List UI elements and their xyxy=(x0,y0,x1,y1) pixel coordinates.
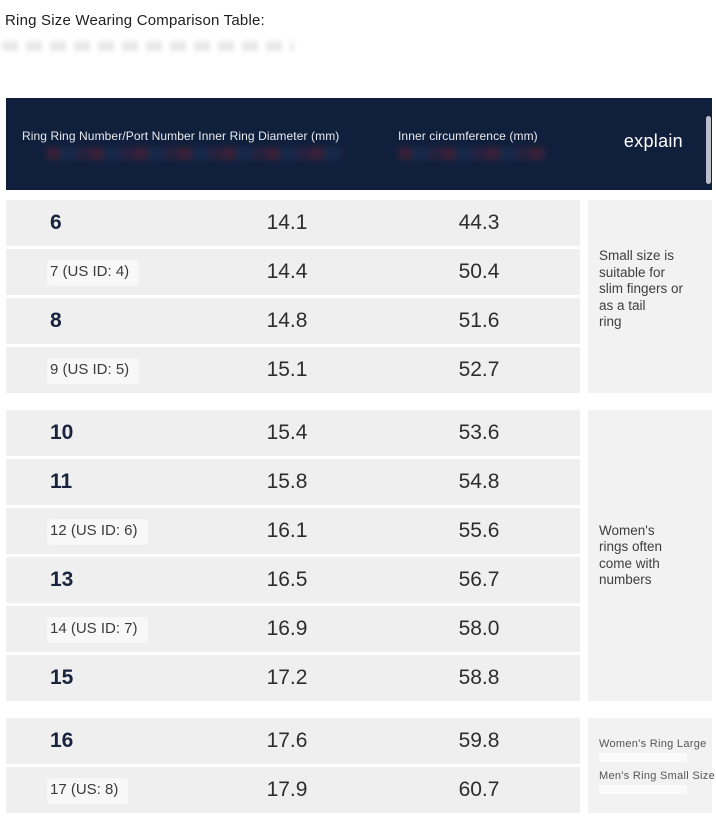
ring-size: 12 (US ID: 6) xyxy=(47,519,148,545)
inner-circumference: 55.6 xyxy=(458,519,500,542)
ring-size: 10 xyxy=(50,421,74,444)
highlight-mark xyxy=(599,785,687,794)
ring-size: 8 xyxy=(50,309,62,332)
inner-diameter: 16.5 xyxy=(266,568,308,591)
ring-size: 14 (US ID: 7) xyxy=(47,617,148,643)
table-header xyxy=(6,98,712,190)
ring-size: 9 (US ID: 5) xyxy=(47,358,139,384)
inner-diameter: 14.8 xyxy=(266,309,308,332)
table-row xyxy=(6,298,580,344)
inner-circumference: 59.8 xyxy=(458,729,500,752)
inner-diameter: 14.1 xyxy=(266,211,308,234)
size-group-large xyxy=(6,718,715,813)
inner-diameter: 14.4 xyxy=(266,260,308,283)
header-explain-label: explain xyxy=(623,131,683,151)
inner-diameter: 17.9 xyxy=(266,778,308,801)
inner-diameter: 15.1 xyxy=(266,358,308,381)
table-row xyxy=(6,655,580,701)
blurred-text-ghost xyxy=(46,147,342,160)
inner-circumference: 58.8 xyxy=(458,666,500,689)
explain-cell: Women's Ring Large Men's Ring Small Size xyxy=(588,718,712,813)
table-row xyxy=(6,410,580,456)
inner-circumference: 53.6 xyxy=(458,421,500,444)
table-row xyxy=(6,200,580,246)
table-row xyxy=(6,767,580,813)
inner-diameter: 17.6 xyxy=(266,729,308,752)
highlight-mark xyxy=(599,753,687,762)
ring-size: 17 (US: 8) xyxy=(47,778,128,804)
table-row xyxy=(6,508,580,554)
table-row xyxy=(6,557,580,603)
inner-diameter: 16.9 xyxy=(266,617,308,640)
inner-diameter: 15.4 xyxy=(266,421,308,444)
inner-diameter: 17.2 xyxy=(266,666,308,689)
inner-diameter: 15.8 xyxy=(266,470,308,493)
inner-circumference: 51.6 xyxy=(458,309,500,332)
inner-circumference: 50.4 xyxy=(458,260,500,283)
size-group-small xyxy=(6,200,712,393)
ring-size: 6 xyxy=(50,211,62,234)
inner-circumference: 56.7 xyxy=(458,568,500,591)
ring-size: 16 xyxy=(50,729,74,752)
table-row xyxy=(6,459,580,505)
page-title: Ring Size Wearing Comparison Table: xyxy=(5,12,265,29)
inner-circumference: 60.7 xyxy=(458,778,500,801)
ring-size: 11 xyxy=(50,470,73,493)
table-row xyxy=(6,249,580,295)
blurred-text-ghost xyxy=(398,147,546,160)
scrollbar-thumb[interactable] xyxy=(706,116,711,184)
size-group-women xyxy=(6,410,712,701)
table-row xyxy=(6,347,580,393)
ring-size: 15 xyxy=(50,666,74,689)
inner-diameter: 16.1 xyxy=(266,519,308,542)
ring-size: 13 xyxy=(50,568,74,591)
blurred-text-ghost xyxy=(2,41,294,51)
inner-circumference: 54.8 xyxy=(458,470,500,493)
explain-cell: Small size is suitable for slim fingers or as a tail ring xyxy=(588,200,712,393)
header-circumference-label: Inner circumference (mm) xyxy=(398,129,538,143)
inner-circumference: 44.3 xyxy=(458,211,500,234)
table-row xyxy=(6,606,580,652)
ring-size: 7 (US ID: 4) xyxy=(47,260,139,286)
explain-cell: Women's rings often come with numbers xyxy=(588,410,712,701)
inner-circumference: 52.7 xyxy=(458,358,500,381)
table-row xyxy=(6,718,580,764)
inner-circumference: 58.0 xyxy=(458,617,500,640)
header-size-diameter-label: Ring Ring Number/Port Number Inner Ring Diameter (mm) xyxy=(22,129,340,143)
